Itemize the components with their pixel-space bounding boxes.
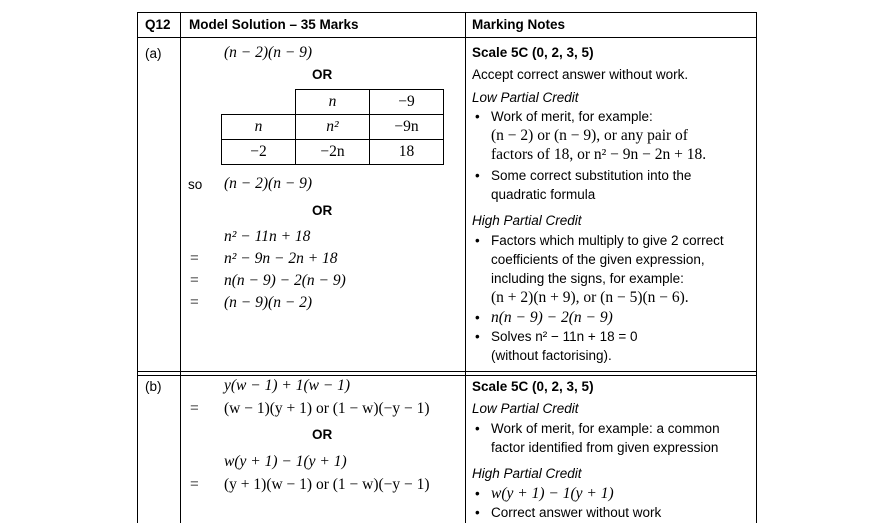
header-model: Model Solution – 35 Marks [189, 17, 359, 32]
section-divider [137, 371, 756, 372]
note-line: (n + 2)(n + 9), or (n − 5)(n − 6). [491, 289, 689, 306]
part-b-line1: y(w − 1) + 1(w − 1) [224, 377, 351, 394]
note-line: Factors which multiply to give 2 correct [491, 233, 724, 248]
part-b-line2: w(y + 1) − 1(y + 1) [224, 453, 347, 470]
part-a-step-prefix: = [190, 294, 199, 311]
bullet-icon: • [475, 421, 480, 436]
table-cell: n [296, 90, 370, 115]
part-a-so: so [188, 177, 203, 192]
part-b-label: (b) [145, 379, 162, 394]
part-a-step: n(n − 9) − 2(n − 9) [224, 272, 346, 289]
note-line: quadratic formula [491, 187, 596, 202]
table-cell: −9 [370, 90, 444, 115]
part-a-label: (a) [145, 46, 162, 61]
part-a-accept: Accept correct answer without work. [472, 67, 689, 82]
note-line: including the signs, for example: [491, 271, 684, 286]
top-border [137, 12, 756, 13]
part-a-line1: (n − 2)(n − 9) [224, 44, 313, 61]
part-b-high-title: High Partial Credit [472, 466, 582, 481]
part-a-step-prefix: = [190, 272, 199, 289]
note-line: factors of 18, or n² − 9n − 2n + 18. [491, 146, 707, 163]
part-b-scale: Scale 5C (0, 2, 3, 5) [472, 379, 594, 394]
part-a-or1: OR [312, 67, 333, 82]
bullet-icon: • [475, 109, 480, 124]
table-cell: −2 [222, 140, 296, 165]
part-b-eq-prefix: = [190, 476, 199, 493]
bullet-icon: • [475, 168, 480, 183]
header-q: Q12 [145, 17, 171, 32]
part-a-line2: (n − 2)(n − 9) [224, 175, 313, 192]
col-divider [180, 12, 181, 523]
table-cell: −2n [296, 140, 370, 165]
note-line: coefficients of the given expression, [491, 252, 705, 267]
part-a-low-title: Low Partial Credit [472, 90, 579, 105]
col-divider [465, 12, 466, 523]
bullet-icon: • [475, 486, 480, 501]
table-cell: 18 [370, 140, 444, 165]
bullet-icon: • [475, 310, 480, 325]
header-notes: Marking Notes [472, 17, 566, 32]
table-cell: n [222, 115, 296, 140]
part-a-step: (n − 9)(n − 2) [224, 294, 313, 311]
note-line: Correct answer without work [491, 505, 662, 520]
part-a-step: n² − 11n + 18 [224, 228, 311, 245]
part-a-step: n² − 9n − 2n + 18 [224, 250, 338, 267]
section-divider [137, 375, 756, 376]
note-line: factor identified from given expression [491, 440, 719, 455]
bullet-icon: • [475, 329, 480, 344]
note-line: (without factorising). [491, 348, 612, 363]
note-line: (n − 2) or (n − 9), or any pair of [491, 127, 688, 144]
note-line: w(y + 1) − 1(y + 1) [491, 485, 614, 502]
table-cell: n² [296, 115, 370, 140]
factor-table [221, 89, 444, 165]
part-b-eq2: (y + 1)(w − 1) or (1 − w)(−y − 1) [224, 476, 430, 493]
left-border [137, 12, 138, 523]
part-a-step-prefix: = [190, 250, 199, 267]
bullet-icon: • [475, 233, 480, 248]
note-line: Solves n² − 11n + 18 = 0 [491, 329, 638, 344]
bullet-icon: • [475, 505, 480, 520]
note-line: Some correct substitution into the [491, 168, 692, 183]
note-line: Work of merit, for example: [491, 109, 653, 124]
part-b-eq-prefix: = [190, 400, 199, 417]
table-cell: −9n [370, 115, 444, 140]
part-a-scale: Scale 5C (0, 2, 3, 5) [472, 45, 594, 60]
part-b-low-title: Low Partial Credit [472, 401, 579, 416]
table-blank-cell [222, 90, 296, 115]
note-line: Work of merit, for example: a common [491, 421, 720, 436]
right-border [756, 12, 757, 523]
part-b-eq1: (w − 1)(y + 1) or (1 − w)(−y − 1) [224, 400, 430, 417]
note-line: n(n − 9) − 2(n − 9) [491, 309, 613, 326]
part-a-or2: OR [312, 203, 333, 218]
part-b-or: OR [312, 427, 333, 442]
part-a-high-title: High Partial Credit [472, 213, 582, 228]
header-divider [137, 37, 756, 38]
